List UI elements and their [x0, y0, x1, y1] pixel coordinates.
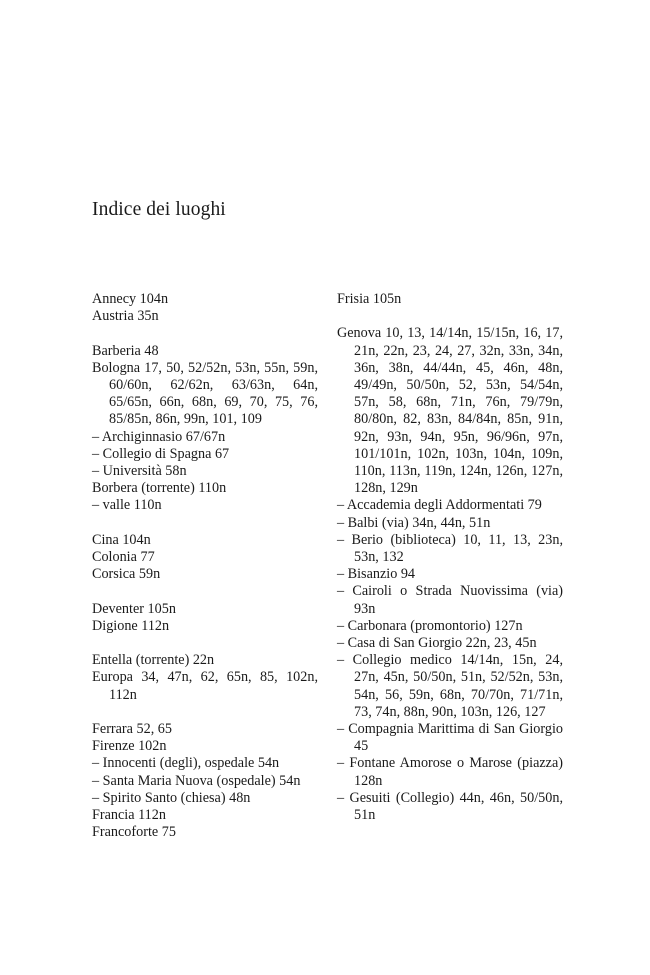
index-entry: Frisia 105n [337, 291, 402, 307]
index-entry: – valle 110n [92, 497, 162, 514]
index-entry: – Berio (biblioteca) 10, 11, 13, 23n, 53n, 132 [337, 531, 563, 566]
index-entry: Colonia 77 [92, 549, 155, 566]
index-entry: Firenze 102n [92, 738, 167, 755]
index-entry: – Santa Maria Nuova (ospedale) 54n [92, 772, 301, 789]
left-column [92, 291, 318, 841]
index-entry: Europa 34, 47n, 62, 65n, 85, 102n, 112n [92, 669, 318, 703]
index-entry: Austria 35n [92, 308, 159, 325]
index-entry: – Fontane Amorose o Marose (piazza) 128n [337, 755, 563, 789]
entry-spacer [92, 325, 318, 342]
index-entry: – Bisanzio 94 [337, 566, 416, 583]
entry-spacer [92, 583, 318, 600]
index-entry: – Accademia degli Addormentati 79 [337, 497, 542, 514]
right-column [337, 291, 563, 824]
index-entry: – Carbonara (promontorio) 127n [337, 617, 523, 634]
index-entry: Bologna 17, 50, 52/52n, 53n, 55n, 59n, 60/60n, 62/62n, 63/63n, 64n, 65/65n, 66n, 68n, 69, 70, 75, 76, 85/85n, 86n, 99n, 101, 109 [92, 359, 318, 428]
page-title: Indice dei luoghi [92, 199, 226, 220]
index-entry: – Casa di San Giorgio 22n, 23, 45n [337, 635, 537, 652]
entry-spacer [92, 635, 318, 652]
index-entry: – Gesuiti (Collegio) 44n, 46n, 50/50n, 51n [337, 789, 563, 824]
index-entry: – Balbi (via) 34n, 44n, 51n [337, 514, 491, 531]
index-entry: – Collegio medico 14/14n, 15n, 24, 27n, 45n, 50/50n, 51n, 52/52n, 53n, 54n, 56, 59n, 68n, 70/70n, 71/71n, 73, 74n, 88n, 90n, 103n, 126, 127 [337, 652, 563, 720]
index-entry: – Compagnia Marittima di San Giorgio 45 [337, 721, 563, 755]
index-entry: – Spirito Santo (chiesa) 48n [92, 789, 251, 806]
index-entry: – Cairoli o Strada Nuovissima (via) 93n [337, 583, 563, 617]
index-entry: Entella (torrente) 22n [92, 652, 215, 669]
index-entry: – Collegio di Spagna 67 [92, 445, 230, 462]
index-entry: Barberia 48 [92, 342, 159, 359]
index-entry: Francoforte 75 [92, 824, 176, 841]
index-entry: Cina 104n [92, 531, 151, 548]
index-entry: Deventer 105n [92, 600, 176, 617]
entry-spacer [92, 704, 318, 721]
index-entry: Genova 10, 13, 14/14n, 15/15n, 16, 17, 21n, 22n, 23, 24, 27, 32n, 33n, 34n, 36n, 38n, 44/44n, 45, 46n, 48n, 49/49n, 50/50n, 52, 53n, 54/54n, 57n, 58, 68n, 71n, 76n, 79/79n, 80/80n, 82, 83n, 84/84n, 85n, 91n, 92n, 93n, 94n, 95n, 96/96n, 97n, 101/101n, 102n, 103n, 104n, 109n, 110n, 113n, 119n, 124n, 126n, 127n, 128n, 129n [337, 325, 563, 497]
index-entry: – Università 58n [92, 463, 187, 480]
index-entry: – Innocenti (degli), ospedale 54n [92, 755, 280, 772]
entry-spacer [92, 515, 318, 532]
index-entry: Digione 112n [92, 617, 170, 634]
index-entry: Annecy 104n [92, 291, 169, 307]
index-entry: Francia 112n [92, 807, 166, 824]
entry-spacer [337, 308, 563, 325]
index-entry: Ferrara 52, 65 [92, 721, 172, 737]
index-entry: Corsica 59n [92, 566, 161, 583]
index-entry: Borbera (torrente) 110n [92, 480, 227, 497]
index-entry: – Archiginnasio 67/67n [92, 428, 226, 445]
